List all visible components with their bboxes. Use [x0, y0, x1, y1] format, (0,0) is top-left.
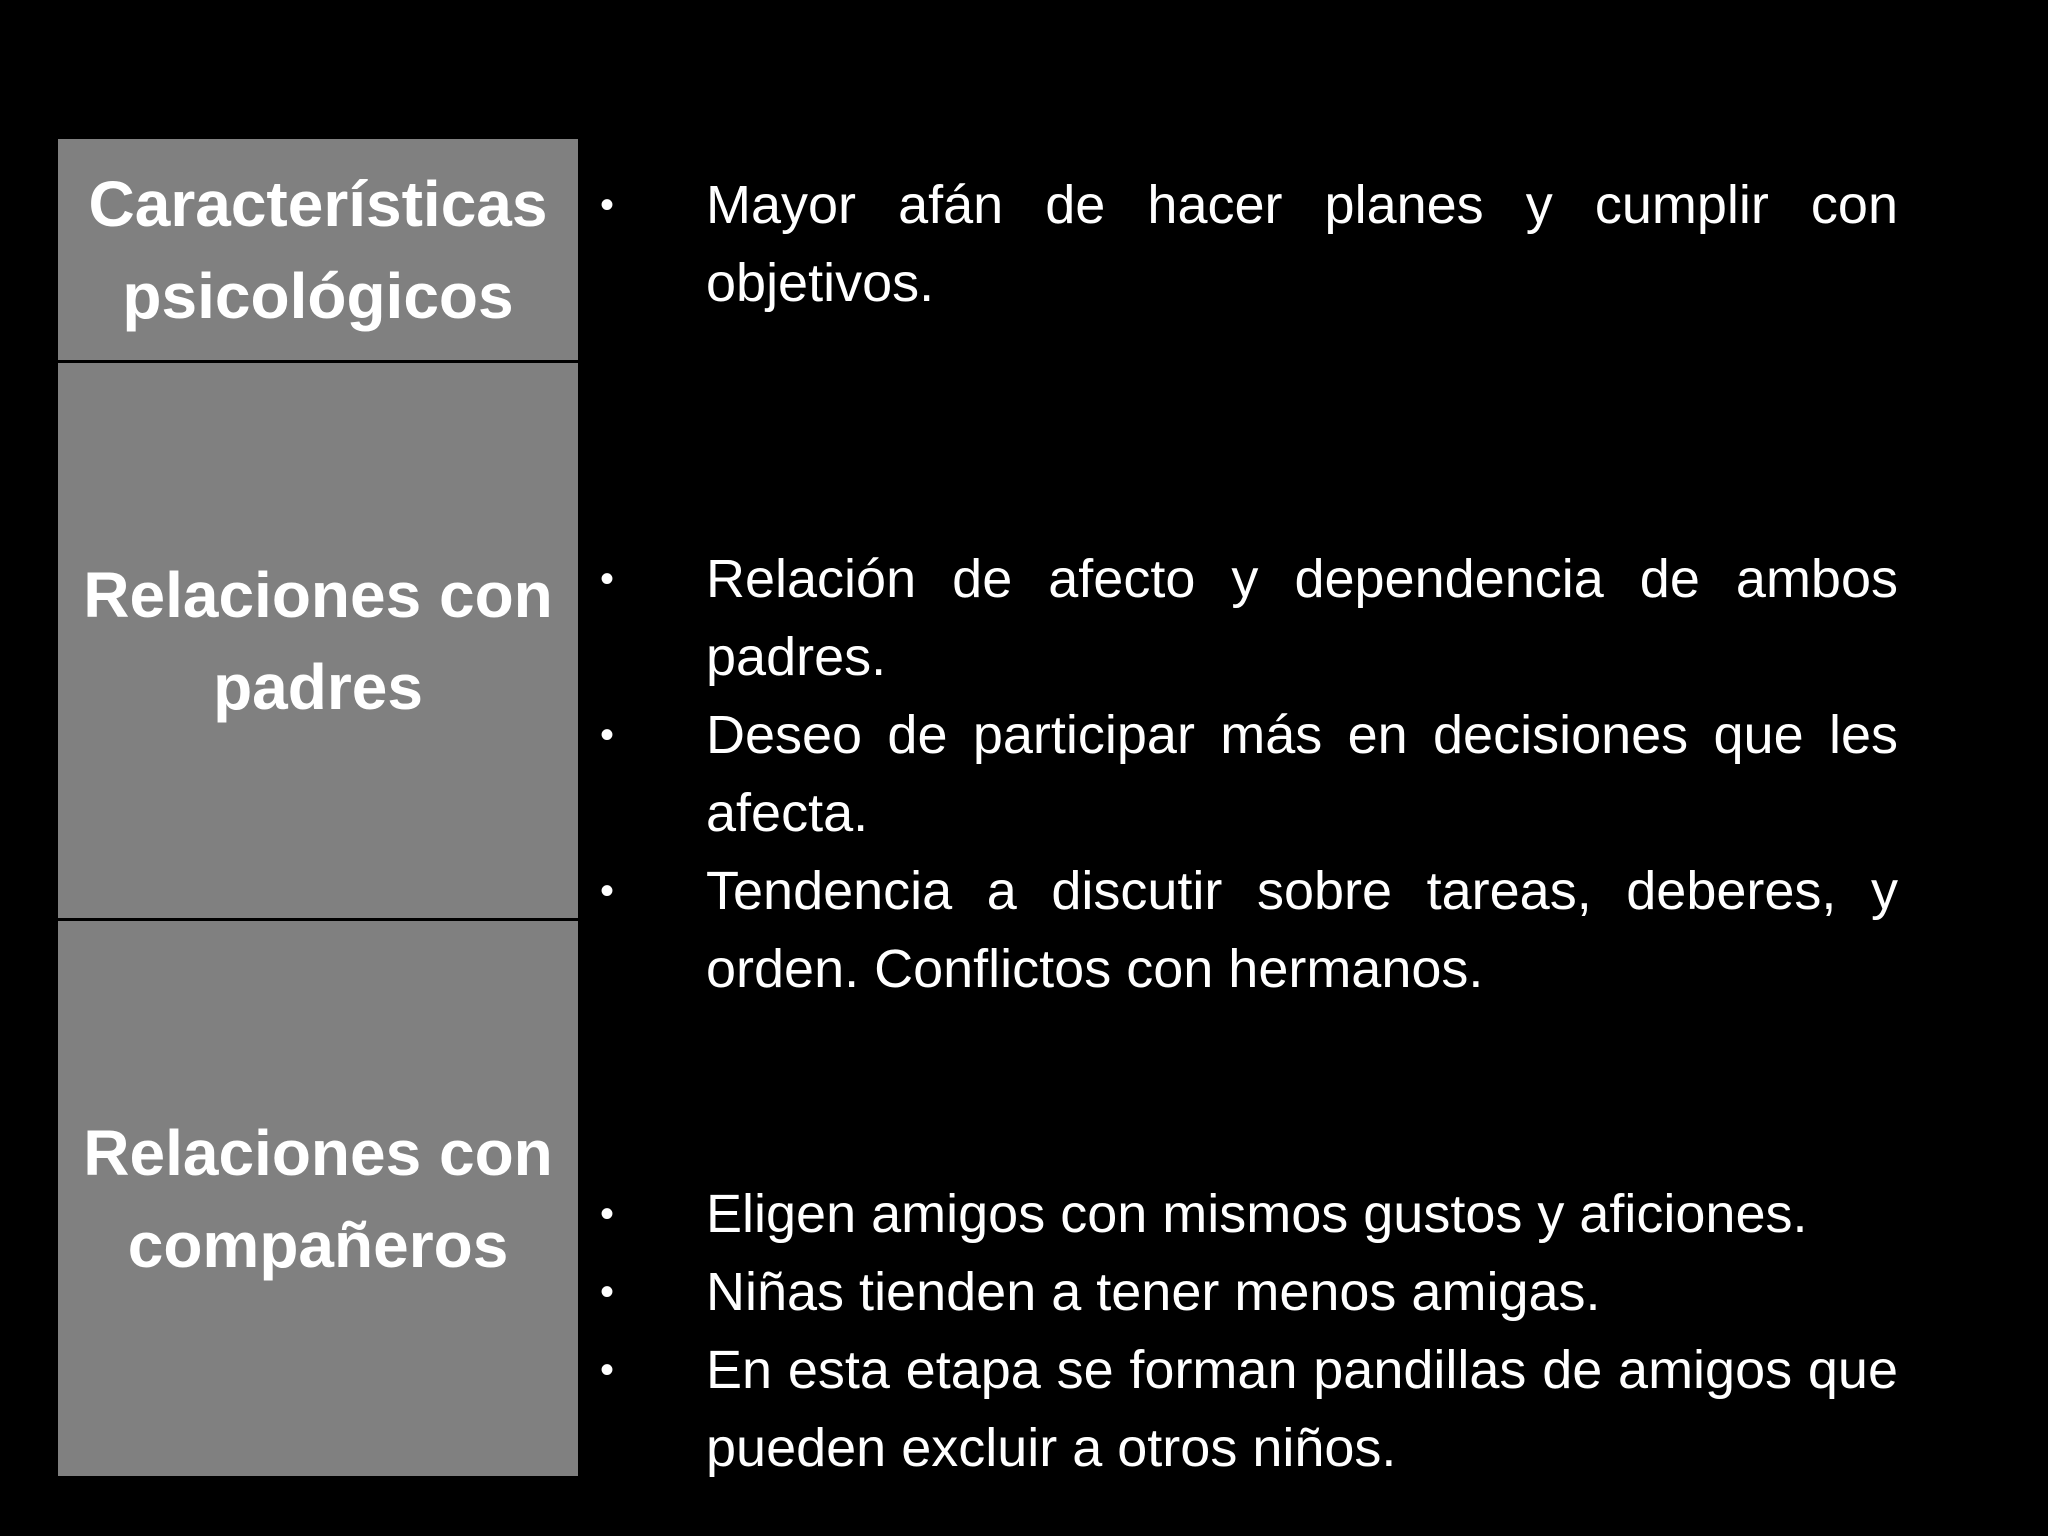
bullet-text: Deseo de participar más en decisiones que les afecta.	[706, 705, 1898, 843]
bullet-icon: •	[600, 1270, 615, 1314]
bullet-text: Niñas tienden a tener menos amigas.	[706, 1262, 1601, 1322]
bullet-text: Tendencia a discutir sobre tareas, deberes, y orden. Conflictos con hermanos.	[706, 861, 1898, 999]
table-row-parents	[58, 360, 1911, 999]
bullet-icon: •	[600, 1192, 615, 1236]
bullet-item	[578, 1175, 1911, 1253]
bullet-item	[578, 540, 1911, 696]
bullet-list	[578, 166, 1911, 322]
row-label-line: psicológicos	[122, 259, 514, 332]
bullet-icon: •	[600, 869, 615, 913]
bullet-icon: •	[600, 557, 615, 601]
bullet-text: En esta etapa se forman pandillas de amigos que pueden excluir a otros niños.	[706, 1340, 1898, 1478]
row-label	[58, 549, 578, 733]
row-label-line: Relaciones con	[83, 558, 553, 631]
row-label-line: Relaciones con	[83, 1116, 553, 1189]
row-label-cell	[58, 360, 578, 918]
bullet-text: Mayor afán de hacer planes y cumplir con objetivos.	[706, 175, 1898, 313]
row-content-cell	[578, 360, 1911, 999]
bullet-icon: •	[600, 183, 615, 227]
row-label	[58, 1107, 578, 1291]
table-row-peers	[58, 918, 1911, 1476]
bullet-text: Relación de afecto y dependencia de ambos padres.	[706, 549, 1898, 687]
bullet-item	[578, 1253, 1911, 1331]
row-content-cell	[578, 139, 1911, 360]
row-label-line: compañeros	[127, 1208, 509, 1281]
table-row-psychological	[58, 139, 1911, 360]
bullet-item	[578, 1331, 1911, 1487]
row-label-line: Características	[88, 167, 548, 240]
row-label-cell	[58, 918, 578, 1476]
row-content-cell	[578, 918, 1911, 1476]
bullet-text: Eligen amigos con mismos gustos y aficiones.	[706, 1184, 1808, 1244]
bullet-item	[578, 696, 1911, 852]
row-label-line: padres	[213, 650, 423, 723]
bullet-list	[578, 1175, 1911, 1487]
row-label-cell	[58, 139, 578, 360]
bullet-icon: •	[600, 713, 615, 757]
characteristics-table	[58, 139, 1911, 1476]
bullet-icon: •	[600, 1348, 615, 1392]
row-label	[58, 158, 578, 342]
bullet-item	[578, 166, 1911, 322]
